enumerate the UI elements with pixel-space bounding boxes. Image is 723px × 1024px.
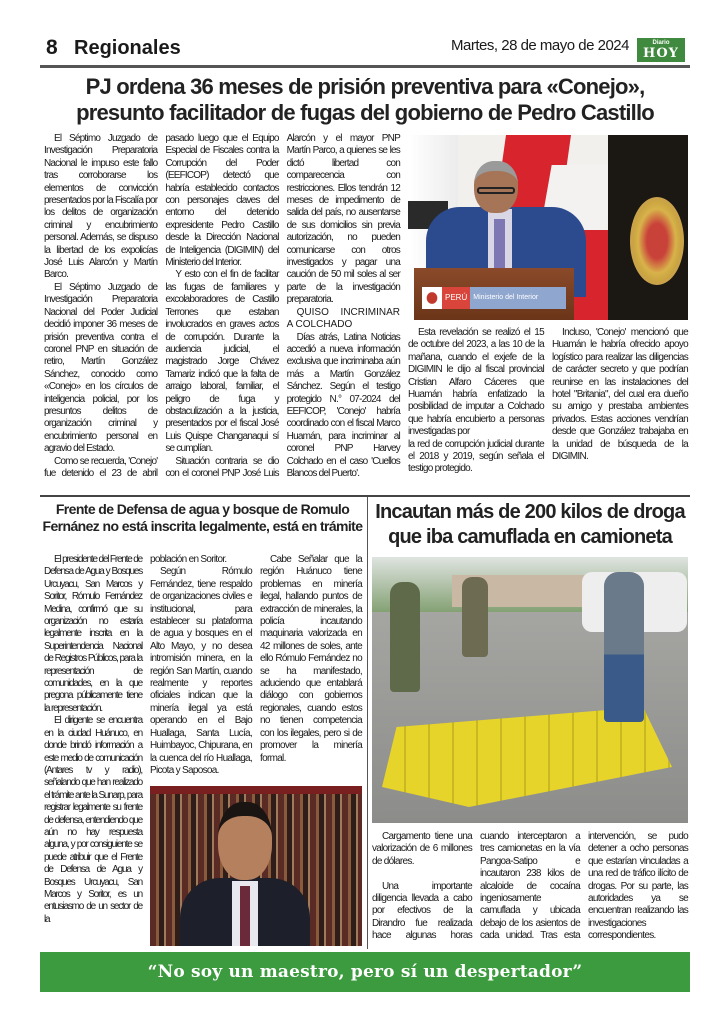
podium-brand: PERÚ: [442, 287, 470, 309]
newspaper-logo: [637, 38, 685, 62]
paragraph: Esta revelación se realizó el 15 de octubre del 2023, a las 10 de la mañana, cuando el exjefe de la DIGIMIN le dijo al fiscal provincial Cristian Alfaro Cáceres que Huamán habría enfatizado la posibilidad de imputar a Colchado que habría encubierto a personas investigadas por: [408, 327, 544, 438]
romulo-fernandez-portrait-photo: [150, 786, 362, 946]
paragraph: El presidente del Frente de Defensa de Agua y Bosques Urcuyacu, San Marcos y Soritor, Rómulo Fernández Medina, confirmó que su organización no estaría legalmente inscrita en la Superintendencia Nacional de Registros Públicos, para la representación de comunidades, en la que pregona públicamente tiene la representación.: [44, 554, 142, 714]
headline-line: Frente de Defensa de agua y bosque de Romulo: [55, 501, 350, 517]
section-divider: [40, 495, 690, 497]
article3-headline: [370, 500, 690, 550]
peru-coat-of-arms-icon: [422, 287, 442, 309]
paragraph: Como se recuerda, 'Conejo' fue detenido el 23 de abril pasado luego que el Equipo Especial de Fiscales contra la Corrupción del Poder (EEFICOP) detectó que habría establecido contactos con personajes claves del entorno del detenido expresidente Pedro Castillo desde la Dirección Nacional de Inteligencia (DIGIMIN) del Ministerio del Interior.: [44, 133, 279, 479]
paragraph: El dirigente se encuentra en la ciudad Huánuco, en donde brindó información a este medio de comunicación (Antares tv y radio), señalando que han realizado el trámite ante la Sunarp, para registrar legalmente su frente de defensa, entendiendo que aún no hay respuesta alguna, y por consiguiente se puede atribuir que el Frente de Defensa de Agua y Bosques Urcuyacu, San Marcos y Soritor, es un entusiasmo de un sector de la: [44, 715, 142, 925]
paragraph: Y esto con el fin de facilitar las fugas de familiares y excolaboradores de Castillo Terrones que estaban involucrados en graves actos de corrupción. Durante la audiencia judicial, el magistrado Jorge Chávez Tamariz indicó que la falta de arraigo laboral, familiar, el peligro de fuga y obstaculización a la justicia, presentados por el fiscal José Luis Quispe Changanaqui sí se cumplían.: [165, 269, 279, 455]
issue-date: Martes, 28 de mayo de 2024: [451, 37, 629, 54]
paragraph: la red de corrupción judicial durante el 2018 y 2019, según señala el testigo protegido.: [408, 438, 544, 475]
podium-label: Ministerio del Interior: [470, 287, 566, 309]
banner-quote: “No soy un maestro, pero sí un despertador”: [147, 962, 583, 982]
headline-line: Fernánez no está inscrita legalmente, está en trámite: [42, 518, 363, 534]
article1-body: [44, 133, 400, 490]
paragraph: Situación contraria se dio con el coronel PNP José Luis Alarcón y el mayor PNP Martín Parco, a quienes se les dictó libertad con comparecencia con restricciones. Ellos tendrán 12 meses de impedimento de salida del país, no ausentarse de sus domicilios sin previa autorización, no pueden comunicarse con otros investigados y pagar una caución de 50 mil soles al ser parte de la investigación preparatoria.: [165, 133, 400, 479]
paragraph: El Séptimo Juzgado de Investigación Preparatoria Nacional le impuso este fallo tras corroborarse los elementos de convicción presentados por la Fiscalía por los delitos de organización criminal y encubrimiento personal. Además, se dispuso la libertad de los expolicías José Luis Alarcón y Martín Barco.: [44, 133, 158, 281]
article3-body: [372, 831, 688, 949]
paragraph: El Séptimo Juzgado de Investigación Preparatoria Nacional del Poder Judicial decidió imponer 36 meses de prisión preventiva contra el coronel PNP en situación de retiro, Martín González Sánchez, conocido como «Conejo» en los círculos de inteligencia policial, por los presuntos delitos de organización criminal y encubrimiento personal en agravio del Estado.: [44, 281, 158, 455]
paragraph: Cargamento tiene una valorización de 6 millones de dólares.: [372, 831, 472, 867]
paragraph: Incluso, 'Conejo' mencionó que Huamán le habría ofrecido apoyo logístico para realizar las diligencias de carácter secreto y que podrían reunirse en las instalaciones del hotel "Britania", del cual era dueño su amigo y prestaba ambientes privados. Estas acciones vendrían desde que González trabajaba en la unidad de búsqueda de la DIGIMIN.: [552, 327, 688, 463]
article2-column-1: [44, 554, 142, 948]
article1-continuation: [408, 327, 688, 490]
headline-line: presunto facilitador de fugas del gobierno de Pedro Castillo: [76, 100, 654, 125]
page-number: 8: [46, 36, 58, 59]
section-title: Regionales: [74, 37, 181, 59]
speaker-at-podium-photo: [408, 135, 688, 320]
paragraph: Según Rómulo Fernández, tiene respaldo de organizaciones civiles e institucional, para establecer su plataforma de agua y bosques en el Alto Mayo, y no desea intromisión minera, en la región San Martín, cuando realmente y reportes oficiales indican que la minería ilegal ya está operando en el Bajo Huallaga, Santa Lucía, Huimbayoc, Chipurana, en la cuenca del río Huallaga, Picota y Saposoa.: [150, 566, 252, 776]
headline-line: que iba camuflada en camioneta: [388, 526, 672, 548]
paragraph: Días atrás, Latina Noticias accedió a nueva información exclusiva que incriminaba aún más a Martín González Sánchez. Según el testigo protegido N.° 07-2024 del EEFICOP, 'Conejo' habría coordinado con el fiscal Marco Huamán, para incriminar al coronel PNP Harvey Colchado en el caso 'Cuellos Blancos del Puerto'.: [286, 331, 400, 479]
podium-sign: [422, 287, 566, 309]
article2-headline: [40, 501, 365, 535]
headline-line: PJ ordena 36 meses de prisión preventiva para «Conejo»,: [85, 74, 645, 99]
logo-small-text: Diario: [652, 40, 670, 46]
paragraph: Cabe Señalar que la región Huánuco tiene problemas en minería ilegal, hallando puntos de extracción de minerales, la policía incautando maquinaria valorizada en 42 millones de soles, ante ello Rómulo Fernández no se ha manifestado, aduciendo que entablará diálogo con gobiernos regionales, cuando estos no tienen competencia con los ilegales, pero si de promover la minería formal.: [260, 554, 362, 764]
article1-subhead: QUISO INCRIMINAR A COLCHADO: [286, 306, 400, 331]
headline-line: Incautan más de 200 kilos de droga: [375, 501, 685, 523]
article2-columns-2-3: [150, 554, 362, 780]
logo-big-text: HOY: [643, 46, 679, 61]
header-rule: [40, 65, 690, 68]
quote-banner: [40, 952, 690, 992]
paragraph: Una importante diligencia llevada a cabo por efectivos de la Dirandro fue realizada hace algunas horas cuando interceptaron a tres camionetas en la vía Pangoa-Satipo e incautaron 238 kilos de alcaloide de cocaína ingeniosamente camuflada y ubicada debajo de los asientos de cada unidad. Tras esta intervención, se pudo detener a ocho personas que estarían vinculadas a una red de tráfico ilícito de drogas. Por su parte, las autoridades ya se encuentran realizando las investigaciones correspondientes.: [372, 831, 688, 942]
paragraph: población en Soritor.: [150, 554, 227, 565]
article1-headline: [38, 74, 692, 126]
seized-drugs-photo: [372, 557, 688, 823]
column-divider: [367, 497, 368, 949]
